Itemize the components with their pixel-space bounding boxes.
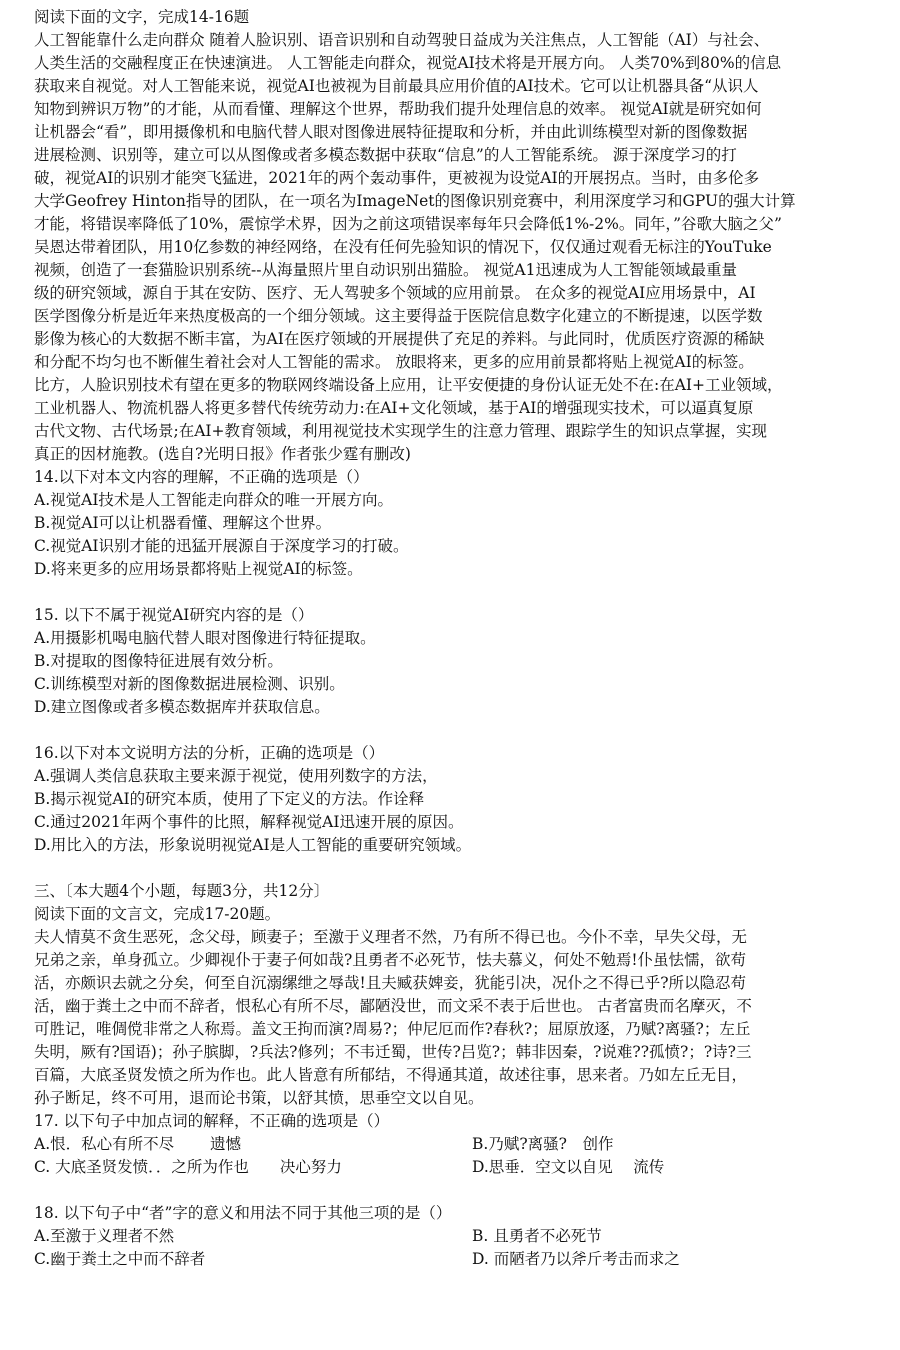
question-14 [34, 466, 880, 581]
classical-text-line: 孙子断足，终不可用，退而论书策，以舒其愤，思垂空文以自见。 [34, 1089, 484, 1107]
option-a: A.强调人类信息获取主要来源于视觉，使用列数字的方法， [34, 767, 438, 785]
question-stem: 14.以下对本文内容的理解，不正确的选项是（） [34, 468, 369, 486]
section-intro: 阅读下面的文言文，完成17-20题。 [34, 905, 281, 923]
option-b: B.对提取的图像特征进展有效分析。 [34, 652, 283, 670]
options-row [34, 1133, 880, 1156]
option-b: B.乃赋?离骚? 创作 [472, 1135, 614, 1153]
option-d: D.用比入的方法，形象说明视觉AI是人工智能的重要研究领域。 [34, 836, 472, 854]
passage-line: 真正的因材施教。(选自?光明日报》作者张少霆有删改) [34, 445, 411, 463]
spacer [34, 857, 880, 880]
options-row [34, 1156, 880, 1179]
question-stem: 17. 以下句子中加点词的解释，不正确的选项是（） [34, 1112, 390, 1130]
option-c: C.训练模型对新的图像数据进展检测、识别。 [34, 675, 345, 693]
classical-text-line: 失明，厥有?国语)；孙子膑脚，?兵法?修列；不韦迁蜀，世传?吕览?；韩非因秦，?说难??孤愤?；?诗?三 [34, 1043, 752, 1061]
passage-line: 工业机器人、物流机器人将更多替代传统劳动力:在AI+文化领域，基于AI的增强现实技术，可以逼真复原 [34, 399, 754, 417]
passage-line: 获取来自视觉。对人工智能来说，视觉AI也被视为目前最具应用价值的AI技术。它可以让机器具备“从识人 [34, 77, 759, 95]
option-d: D. 而陋者乃以斧斤考击而求之 [472, 1250, 680, 1268]
passage-line: 影像为核心的大数据不断丰富，为AI在医疗领域的开展提供了充足的养料。与此同时，优质医疗资源的稀缺 [34, 330, 765, 348]
passage-line: 视频，创造了一套猫脸识别系统--从海量照片里自动识别出猫脸。 视觉A1迅速成为人工智能领域最重量 [34, 261, 737, 279]
options-row [34, 1248, 880, 1271]
section-heading: 三、〔本大题4个小题，每题3分，共12分〕 [34, 882, 330, 900]
passage-line: 人类生活的交融程度正在快速演进。 人工智能走向群众，视觉AI技术将是开展方向。 人类70%到80%的信息 [34, 54, 782, 72]
spacer [34, 719, 880, 742]
option-c: C. 大底圣贤发愤．．之所为作也 决心努力 [34, 1158, 342, 1176]
passage-line: 医学图像分析是近年来热度极高的一个细分领域。这主要得益于医院信息数字化建立的不断提速，以医学数 [34, 307, 763, 325]
passage-line: 知物到辨识万物”的才能，从而看懂、理解这个世界，帮助我们提升处理信息的效率。 视觉AI就是研究如何 [34, 100, 762, 118]
classical-text-line: 夫人情莫不贪生恶死，念父母，顾妻子；至激于义理者不然，乃有所不得已也。今仆不幸，早失父母，无 [34, 928, 748, 946]
classical-text-line: 活，亦颇识去就之分矣，何至自沉溺缧绁之辱哉!且夫臧获婢妾，犹能引决，况仆之不得已乎?所以隐忍苟 [34, 974, 747, 992]
spacer [34, 1179, 880, 1202]
question-stem: 16.以下对本文说明方法的分析，正确的选项是（） [34, 744, 385, 762]
passage-line: 古代文物、古代场景;在AI+教育领域，利用视觉技术实现学生的注意力管理、跟踪学生的知识点掌握，实现 [34, 422, 768, 440]
option-b: B. 且勇者不必死节 [472, 1227, 602, 1245]
classical-text-line: 兄弟之亲，单身孤立。少卿视仆于妻子何如哉?且勇者不必死节，怯夫慕义，何处不勉焉!仆虽怯懦，欲苟 [34, 951, 747, 969]
passage-line: 才能，将错误率降低了10%，震惊学术界，因为之前这项错误率每年只会降低1%-2%。同年，”谷歌大脑之父” [34, 215, 782, 233]
passage-line: 吴恩达带着团队，用10亿参数的神经网络，在没有任何先验知识的情况下，仅仅通过观看无标注的YouTuke [34, 238, 772, 256]
classical-text-line: 活，幽于粪土之中而不辞者，恨私心有所不尽，鄙陋没世，而文采不表于后世也。 古者富贵而名摩灭，不 [34, 997, 752, 1015]
classical-text-line: 可胜记，唯倜傥非常之人称焉。盖文王拘而演?周易?；仲尼厄而作?春秋?；屈原放逐，乃赋?离骚?；左丘 [34, 1020, 751, 1038]
question-16 [34, 742, 880, 857]
option-a: A.视觉AI技术是人工智能走向群众的唯一开展方向。 [34, 491, 393, 509]
option-a: A.至激于义理者不然 [34, 1227, 175, 1245]
passage-line: 和分配不均匀也不断催生着社会对人工智能的需求。 放眼将来，更多的应用前景都将贴上视觉AI的标签。 [34, 353, 754, 371]
question-17 [34, 1110, 880, 1179]
passage-line: 进展检测、识别等，建立可以从图像或者多模态数据中获取“信息”的人工智能系统。 源于深度学习的打 [34, 146, 737, 164]
passage-line: 人工智能靠什么走向群众 随着人脸识别、语音识别和自动驾驶日益成为关注焦点，人工智能（AI）与社会、 [34, 31, 770, 49]
option-b: B.揭示视觉AI的研究本质，使用了下定义的方法。作诠释 [34, 790, 425, 808]
classical-text-line: 百篇，大底圣贤发愤之所为作也。此人皆意有所郁结，不得通其道，故述往事，思来者。乃如左丘无目， [34, 1066, 748, 1084]
option-c: C.视觉AI识别才能的迅猛开展源自于深度学习的打破。 [34, 537, 409, 555]
passage-line: 让机器会“看”，即用摄像机和电脑代替人眼对图像进展特征提取和分析，并由此训练模型对新的图像数据 [34, 123, 748, 141]
option-a: A.恨．私心有所不尽 遗憾 [34, 1135, 242, 1153]
option-c: C.幽于粪土之中而不辞者 [34, 1250, 206, 1268]
passage-line: 大学Geofrey Hinton指导的团队，在一项名为ImageNet的图像识别竞赛中，利用深度学习和GPU的强大计算 [34, 192, 796, 210]
exam-page [34, 6, 880, 1271]
passage-line: 比方，人脸识别技术有望在更多的物联网终端设备上应用，让平安便捷的身份认证无处不在:在AI+工业领域， [34, 376, 783, 394]
question-18 [34, 1202, 880, 1271]
option-d: D.建立图像或者多模态数据库并获取信息。 [34, 698, 330, 716]
question-stem: 15. 以下不属于视觉AI研究内容的是（） [34, 606, 314, 624]
spacer [34, 581, 880, 604]
option-d: D.思垂．空文以自见 流传 [472, 1158, 665, 1176]
option-c: C.通过2021年两个事件的比照，解释视觉AI迅速开展的原因。 [34, 813, 464, 831]
passage1-intro: 阅读下面的文字，完成14-16题 [34, 8, 250, 26]
passage1-body [34, 29, 880, 466]
option-b: B.视觉AI可以让机器看懂、理解这个世界。 [34, 514, 332, 532]
question-stem: 18. 以下句子中“者”字的意义和用法不同于其他三项的是（） [34, 1204, 452, 1222]
option-a: A.用摄影机喝电脑代替人眼对图像进行特征提取。 [34, 629, 376, 647]
options-row [34, 1225, 880, 1248]
passage-line: 级的研究领域，源自于其在安防、医疗、无人驾驶多个领域的应用前景。 在众多的视觉AI应用场景中，AI [34, 284, 756, 302]
option-d: D.将来更多的应用场景都将贴上视觉AI的标签。 [34, 560, 363, 578]
passage-line: 破，视觉AI的识别才能突飞猛进，2021年的两个轰动事件，更被视为设觉AI的开展拐点。当时，由多伦多 [34, 169, 760, 187]
section-3 [34, 880, 880, 1110]
question-15 [34, 604, 880, 719]
